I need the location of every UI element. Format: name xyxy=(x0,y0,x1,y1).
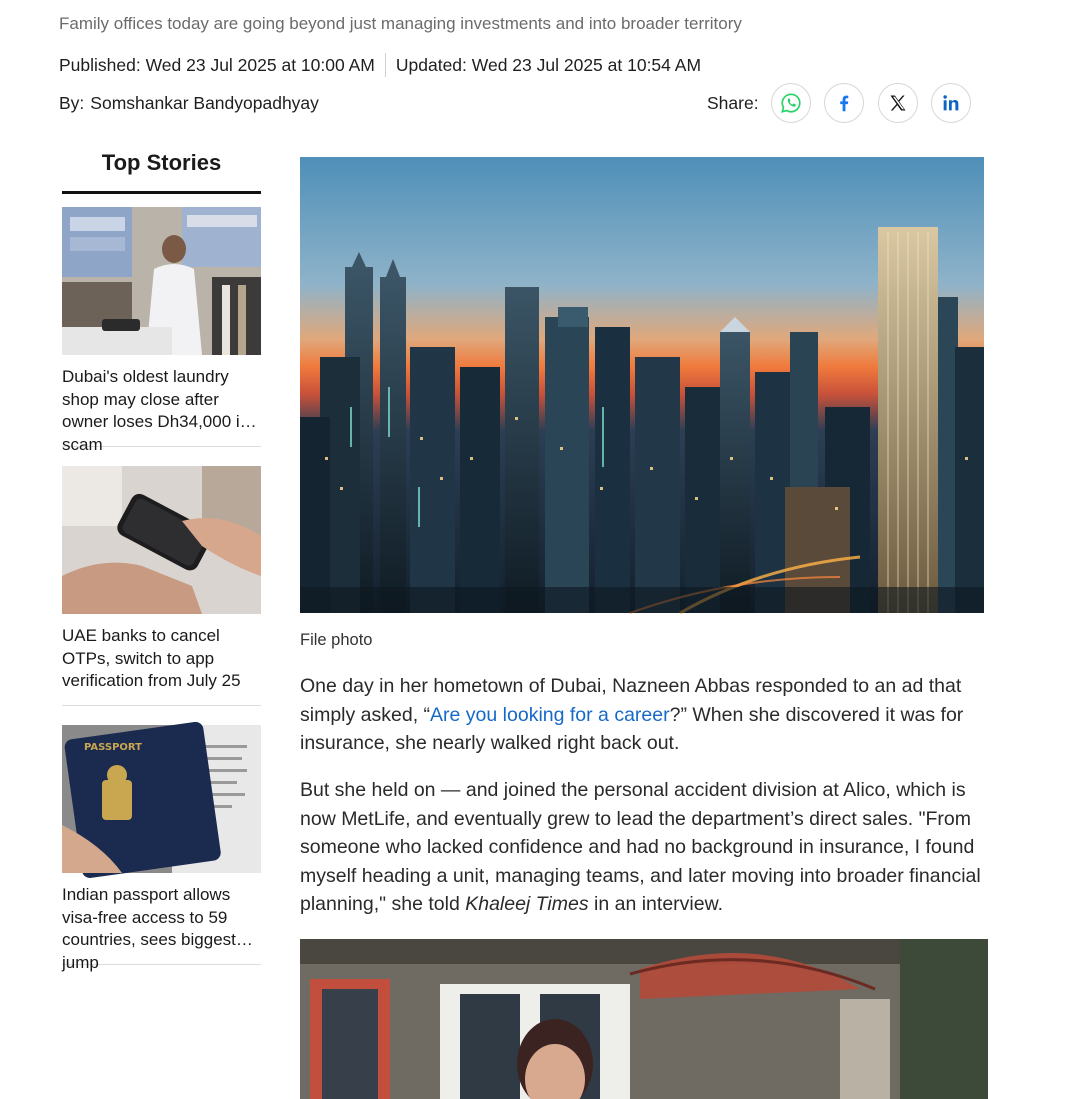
article-subtitle: Family offices today are going beyond just managing investments and into broader territory xyxy=(59,14,742,33)
story-headline[interactable]: UAE banks to cancel OTPs, switch to app verification from July 25 xyxy=(62,626,241,690)
paragraph-text: ?” When she discovered it was for insurance, she nearly walked right back out. xyxy=(300,703,964,754)
story-card-passport[interactable] xyxy=(62,725,261,972)
story-headline[interactable]: Indian passport allows visa-free access to 59 countries, sees biggest jump xyxy=(62,885,236,972)
publication-name: Khaleej Times xyxy=(465,893,589,915)
byline xyxy=(59,93,319,114)
article-dates xyxy=(59,53,701,77)
article-paragraph-1 xyxy=(300,672,990,758)
paragraph-text: in an interview. xyxy=(588,893,724,915)
updated-date: Updated: Wed 23 Jul 2025 at 10:54 AM xyxy=(395,54,702,75)
byline-label: By: xyxy=(59,93,85,113)
story-card-laundry[interactable] xyxy=(62,207,261,454)
published-date: Published: Wed 23 Jul 2025 at 10:00 AM xyxy=(59,54,375,75)
author-name[interactable]: Somshankar Bandyopadhyay xyxy=(90,93,319,113)
whatsapp-icon xyxy=(780,92,802,114)
career-link[interactable]: Are you looking for a career xyxy=(430,703,670,726)
top-stories-underline xyxy=(62,191,261,194)
share-facebook-button[interactable] xyxy=(824,83,864,123)
facebook-icon xyxy=(833,92,855,114)
laundry-shop-thumbnail[interactable] xyxy=(62,207,261,355)
story-divider xyxy=(62,705,261,706)
share-label: Share: xyxy=(707,93,759,113)
svg-text:PASSPORT: PASSPORT xyxy=(84,742,143,753)
phone-otp-thumbnail[interactable] xyxy=(62,466,261,614)
image-caption: File photo xyxy=(300,631,373,649)
share-linkedin-button[interactable] xyxy=(931,83,971,123)
share-x-button[interactable] xyxy=(878,83,918,123)
top-stories-heading: Top Stories xyxy=(101,150,222,175)
paragraph-text: But she held on — and joined the personal accident division at Alico, which is now MetLife, and eventually grew to lead the department’s direct sales. "From someone who lacked confidence and had no background in insurance, I found myself heading a unit, managing teams, and later moving into broader financial planning," she told xyxy=(300,779,981,915)
date-divider xyxy=(385,53,386,77)
linkedin-icon xyxy=(940,92,962,114)
story-headline[interactable]: Dubai's oldest laundry shop may close after owner loses Dh34,000 in scam xyxy=(62,367,250,454)
story-card-otp[interactable] xyxy=(62,466,261,706)
nazneen-abbas-portrait-image xyxy=(300,939,988,1099)
share-whatsapp-button[interactable] xyxy=(771,83,811,123)
paragraph-text: One day in her hometown of Dubai, Nazneen Abbas responded to an ad that simply asked, “ xyxy=(300,675,962,726)
x-icon xyxy=(888,93,908,113)
dubai-skyline-hero-image xyxy=(300,157,984,613)
article-paragraph-2 xyxy=(300,776,990,919)
passport-thumbnail[interactable] xyxy=(62,725,261,873)
